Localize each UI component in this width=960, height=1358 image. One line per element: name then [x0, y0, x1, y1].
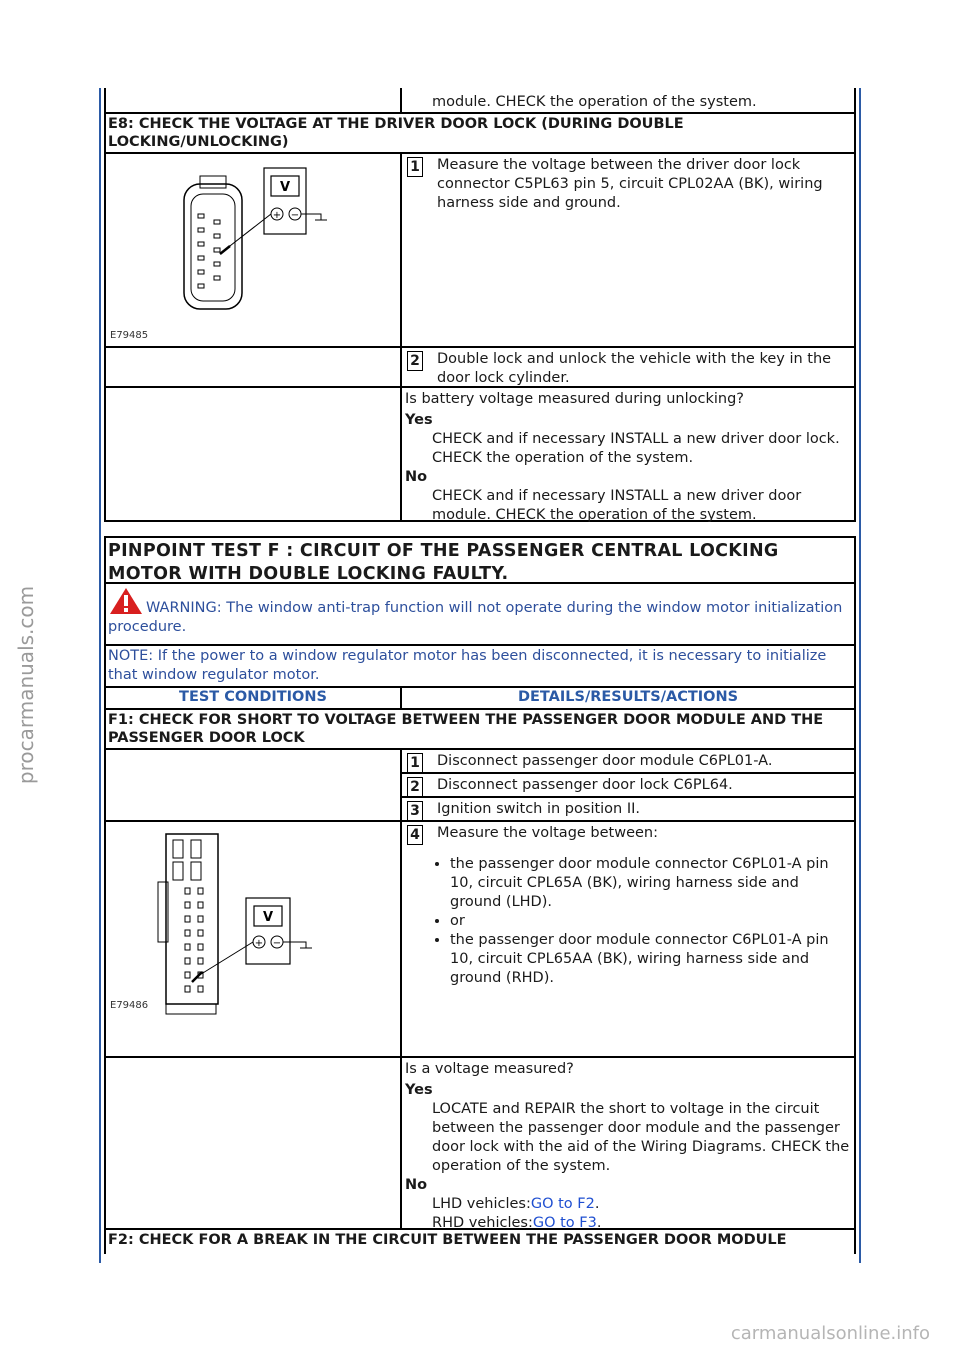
svg-text:+: + — [254, 938, 264, 949]
warning-icon — [108, 586, 144, 616]
note-text: NOTE: If the power to a window regulator motor has been disconnected, it is necessary to initialize that window regulator motor. — [108, 648, 827, 683]
e7-tail-text: module. CHECK the operation of the system. — [432, 94, 757, 110]
side-watermark: procarmanuals.com — [14, 585, 38, 785]
e8-question: Is battery voltage measured during unlocking? — [405, 391, 744, 407]
manual-page — [104, 88, 856, 1254]
step-number: 1 — [407, 157, 423, 177]
f1-step2 — [402, 774, 854, 798]
f1-header-row — [104, 710, 856, 750]
f1-question: Is a voltage measured? — [405, 1061, 574, 1077]
step-text: Measure the voltage between the driver door lock connector C5PL63 pin 5, circuit CPL02AA (BK), wiring harness side and ground. — [437, 157, 823, 211]
connector-diagram-e79485 — [106, 154, 400, 346]
step-number: 2 — [407, 351, 423, 371]
svg-text:−: − — [290, 210, 300, 221]
yes-label: Yes — [405, 1082, 433, 1098]
svg-text:V: V — [262, 910, 274, 925]
f2-header-row — [104, 1230, 856, 1254]
e8-figure — [106, 154, 402, 346]
f1-step4 — [402, 822, 854, 845]
no-label: No — [405, 469, 428, 485]
step-text: Disconnect passenger door module C6PL01-A. — [437, 753, 773, 769]
list-item: • the passenger door module connector C6PL01-A pin 10, circuit CPL65AA (BK), wiring harness side and ground (RHD). — [450, 931, 854, 988]
right-margin-bar — [859, 88, 861, 1263]
lhd-action: LHD vehicles:GO to F2. — [432, 1196, 600, 1212]
connector-diagram-e79486 — [106, 822, 400, 1056]
rhd-action: RHD vehicles:GO to F3. — [432, 1215, 602, 1231]
no-label: No — [405, 1177, 428, 1193]
f1-step1 — [402, 750, 854, 774]
note-row — [104, 646, 856, 688]
f2-header: F2: CHECK FOR A BREAK IN THE CIRCUIT BETWEEN THE PASSENGER DOOR MODULE — [108, 1232, 787, 1248]
yes-action: LOCATE and REPAIR the short to voltage in the circuit between the passenger door module and the passenger door lock with the aid of the Wiring Diagrams. CHECK the operation of the system. — [432, 1101, 850, 1174]
go-to-f2-link[interactable]: GO to F2 — [530, 1196, 595, 1212]
f1-bullet-list — [402, 855, 854, 988]
step-text: Disconnect passenger door lock C6PL64. — [437, 777, 733, 793]
step-text: Measure the voltage between: — [437, 825, 659, 841]
col-test-conditions: TEST CONDITIONS — [106, 688, 402, 708]
e8-header-row — [104, 114, 856, 154]
pinpoint-title: PINPOINT TEST F : CIRCUIT OF THE PASSENGER CENTRAL LOCKING MOTOR WITH DOUBLE LOCKING FAULTY. — [108, 541, 779, 584]
f1-question-row — [104, 1058, 856, 1230]
e8-step1-row — [104, 154, 856, 348]
e8-step2 — [402, 348, 854, 388]
step-number: 3 — [407, 801, 423, 821]
step-number: 4 — [407, 825, 423, 845]
e8-header: E8: CHECK THE VOLTAGE AT THE DRIVER DOOR LOCK (DURING DOUBLE LOCKING/UNLOCKING) — [108, 116, 684, 150]
e8-figure-label: E79485 — [110, 330, 149, 341]
list-item: • the passenger door module connector C6PL01-A pin 10, circuit CPL65A (BK), wiring harness side and ground (LHD). — [450, 855, 854, 912]
svg-text:+: + — [272, 210, 282, 221]
f1-header: F1: CHECK FOR SHORT TO VOLTAGE BETWEEN THE PASSENGER DOOR MODULE AND THE PASSENGER DOOR LOCK — [108, 712, 824, 746]
step-number: 1 — [407, 753, 423, 773]
f1-step4-row — [104, 822, 856, 1058]
f1-step3 — [402, 798, 854, 820]
step-number: 2 — [407, 777, 423, 797]
warning-text: WARNING: The window anti-trap function will not operate during the window motor initialization procedure. — [106, 584, 854, 637]
table-header-row — [104, 688, 856, 710]
warning-row — [104, 584, 856, 646]
left-margin-bar — [99, 88, 101, 1263]
col-details: DETAILS/RESULTS/ACTIONS — [402, 688, 854, 708]
e8-question-row — [104, 388, 856, 522]
e8-step1 — [402, 154, 854, 213]
yes-action: CHECK and if necessary INSTALL a new driver door lock. CHECK the operation of the system. — [432, 431, 840, 466]
footer-watermark: carmanualsonline.info — [730, 1323, 930, 1344]
svg-text:−: − — [272, 938, 282, 949]
no-action: CHECK and if necessary INSTALL a new driver door module. CHECK the operation of the system. — [432, 488, 802, 523]
go-to-f3-link[interactable]: GO to F3 — [532, 1215, 597, 1231]
e8-step2-row — [104, 348, 856, 388]
step-text: Ignition switch in position II. — [437, 801, 641, 817]
f1-figure-label: E79486 — [110, 1000, 149, 1011]
f1-figure — [106, 822, 402, 1056]
pinpoint-title-row — [104, 536, 856, 584]
list-item: • or — [450, 912, 854, 931]
f1-steps-row — [104, 750, 856, 822]
e7-tail-row — [104, 88, 856, 114]
yes-label: Yes — [405, 412, 433, 428]
svg-text:V: V — [279, 180, 291, 195]
step-text: Double lock and unlock the vehicle with the key in the door lock cylinder. — [437, 351, 832, 386]
